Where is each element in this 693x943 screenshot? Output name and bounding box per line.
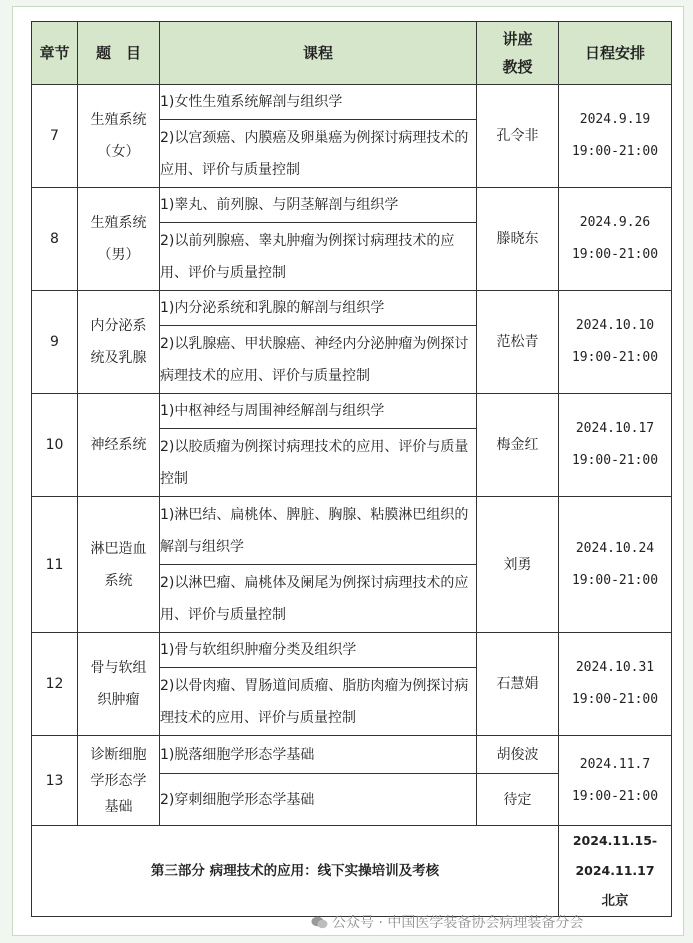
watermark-text: 公众号 · 中国医学装备协会病理装备分会 [332, 915, 584, 931]
lecturer-cell: 胡俊波 [477, 736, 559, 774]
schedule-table [31, 21, 672, 917]
schedule-date: 2024.11.7 [579, 756, 651, 772]
course-item: 2)穿刺细胞学形态学基础 [160, 774, 477, 826]
table-row [32, 291, 672, 326]
course-item: 1)中枢神经与周围神经解剖与组织学 [160, 394, 477, 429]
lecturer-cell: 刘勇 [477, 497, 559, 633]
topic-cell: 诊断细胞 学形态学 基础 [78, 736, 160, 826]
table-row [32, 633, 672, 668]
schedule-cell [559, 497, 672, 633]
schedule-date: 2024.10.24 [575, 540, 655, 556]
summary-row [32, 826, 672, 917]
course-item: 2)以淋巴瘤、扁桃体及阑尾为例探讨病理技术的应用、评价与质量控制 [160, 565, 477, 633]
header-lecturer: 讲座 教授 [477, 22, 559, 85]
wechat-icon [311, 916, 328, 929]
summary-text: 第三部分 病理技术的应用：线下实操培训及考核 [32, 826, 559, 917]
table-row [32, 188, 672, 223]
lecturer-cell: 石慧娟 [477, 633, 559, 736]
schedule-date: 2024.10.31 [575, 660, 655, 675]
header-row [32, 22, 672, 85]
schedule-time: 19:00-21:00 [571, 572, 659, 588]
header-schedule: 日程安排 [559, 22, 672, 85]
schedule-cell [559, 736, 672, 826]
schedule-time: 19:00-21:00 [571, 350, 659, 365]
schedule-time: 19:00-21:00 [571, 788, 659, 804]
lecturer-cell: 待定 [477, 774, 559, 826]
topic-cell: 生殖系统 （男） [78, 188, 160, 291]
table-row [32, 736, 672, 774]
summary-place: 北京 [601, 893, 629, 909]
schedule-cell [559, 394, 672, 497]
summary-dates: 2024.11.15-2024.11.17 [572, 833, 658, 878]
schedule-date: 2024.9.19 [579, 112, 651, 127]
watermark [311, 912, 583, 932]
table-row [32, 394, 672, 429]
course-item: 1)脱落细胞学形态学基础 [160, 736, 477, 774]
topic-cell: 内分泌系 统及乳腺 [78, 291, 160, 394]
course-item: 2)以骨肉瘤、胃肠道间质瘤、脂肪肉瘤为例探讨病理技术的应用、评价与质量控制 [160, 668, 477, 736]
lecturer-cell: 滕晓东 [477, 188, 559, 291]
topic-cell: 淋巴造血 系统 [78, 497, 160, 633]
topic-cell: 生殖系统 （女） [78, 85, 160, 188]
chapter-number: 9 [32, 291, 78, 394]
course-item: 2)以乳腺癌、甲状腺癌、神经内分泌肿瘤为例探讨病理技术的应用、评价与质量控制 [160, 326, 477, 394]
schedule-date: 2024.10.17 [575, 421, 655, 436]
lecturer-cell: 孔令非 [477, 85, 559, 188]
chapter-number: 10 [32, 394, 78, 497]
header-course: 课程 [160, 22, 477, 85]
schedule-date: 2024.9.26 [579, 215, 651, 230]
course-item: 1)内分泌系统和乳腺的解剖与组织学 [160, 291, 477, 326]
table-row [32, 497, 672, 565]
schedule-cell [559, 188, 672, 291]
schedule-time: 19:00-21:00 [571, 247, 659, 262]
lecturer-cell: 范松青 [477, 291, 559, 394]
schedule-cell [559, 633, 672, 736]
schedule-time: 19:00-21:00 [571, 453, 659, 468]
course-item: 2)以前列腺癌、睾丸肿瘤为例探讨病理技术的应用、评价与质量控制 [160, 223, 477, 291]
lecturer-cell: 梅金红 [477, 394, 559, 497]
chapter-number: 13 [32, 736, 78, 826]
schedule-cell [559, 291, 672, 394]
course-item: 1)骨与软组织肿瘤分类及组织学 [160, 633, 477, 668]
chapter-number: 7 [32, 85, 78, 188]
course-item: 1)淋巴结、扁桃体、脾脏、胸腺、粘膜淋巴组织的解剖与组织学 [160, 497, 477, 565]
chapter-number: 8 [32, 188, 78, 291]
chapter-number: 11 [32, 497, 78, 633]
schedule-cell [559, 85, 672, 188]
course-item: 1)睾丸、前列腺、与阴茎解剖与组织学 [160, 188, 477, 223]
course-item: 2)以宫颈癌、内膜癌及卵巢癌为例探讨病理技术的应用、评价与质量控制 [160, 120, 477, 188]
topic-cell: 骨与软组 织肿瘤 [78, 633, 160, 736]
header-chapter: 章节 [32, 22, 78, 85]
chapter-number: 12 [32, 633, 78, 736]
schedule-date: 2024.10.10 [575, 318, 655, 333]
header-topic: 题 目 [78, 22, 160, 85]
table-row [32, 85, 672, 120]
summary-schedule [559, 826, 672, 917]
course-item: 2)以胶质瘤为例探讨病理技术的应用、评价与质量控制 [160, 429, 477, 497]
course-item: 1)女性生殖系统解剖与组织学 [160, 85, 477, 120]
schedule-time: 19:00-21:00 [571, 144, 659, 159]
schedule-time: 19:00-21:00 [571, 692, 659, 707]
topic-cell: 神经系统 [78, 394, 160, 497]
